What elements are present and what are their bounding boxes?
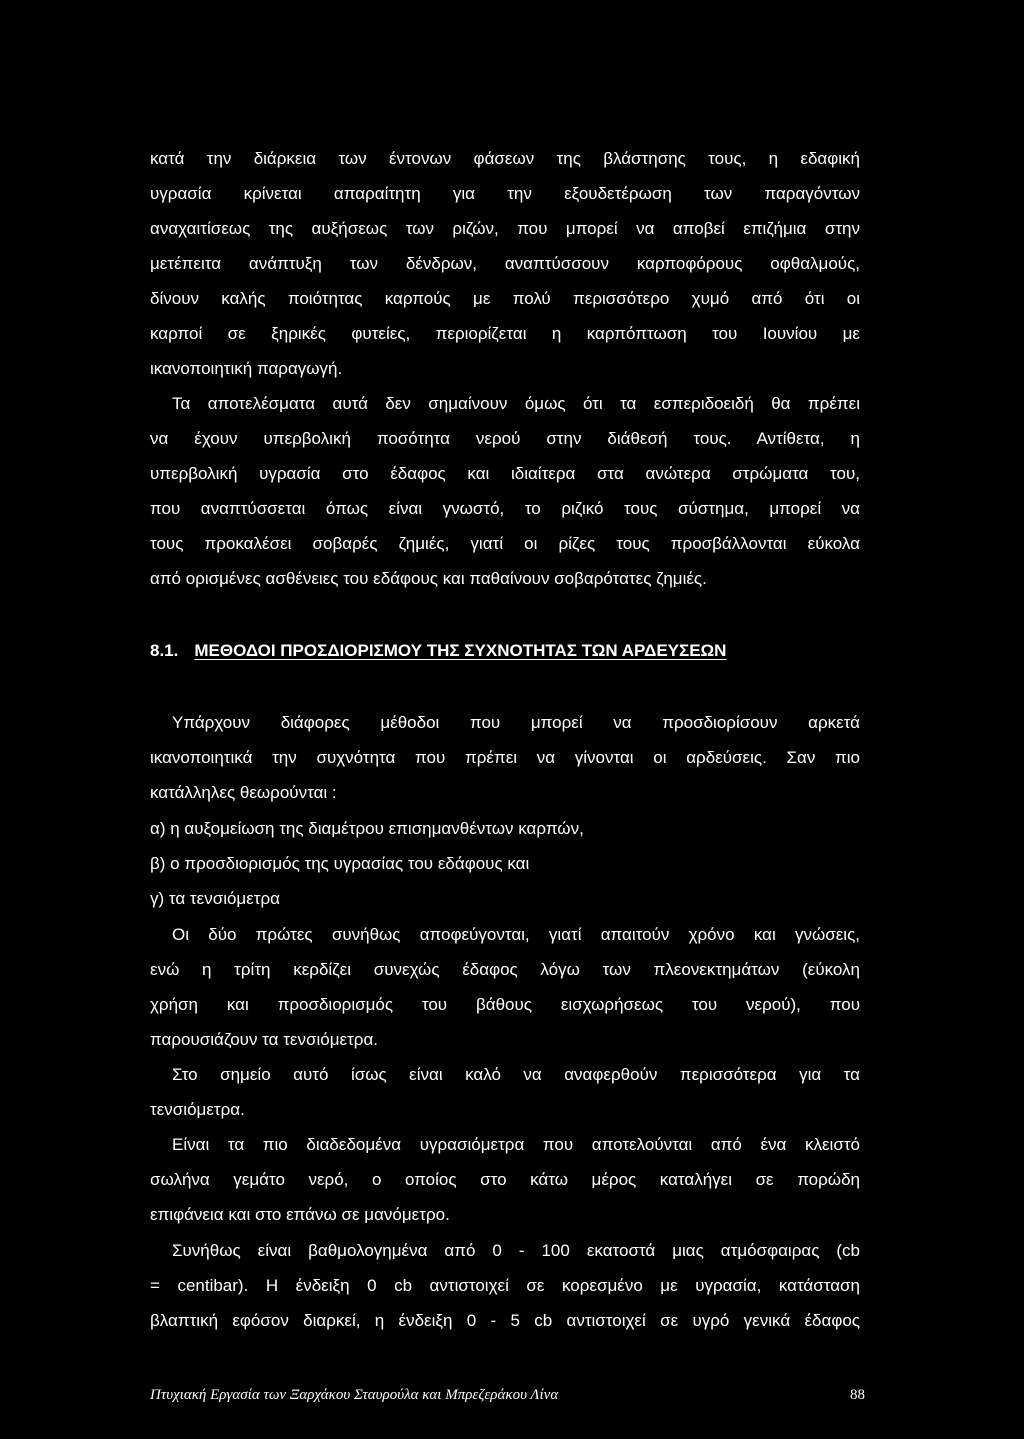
text-line: = centibar). Η ένδειξη 0 cb αντιστοιχεί σε κορεσμένο με υγρασία, κατάσταση	[150, 1276, 860, 1295]
list-item: β) ο προσδιορισμός της υγρασίας του εδάφους και	[150, 854, 530, 873]
section-number: 8.1.	[150, 641, 179, 660]
text-line: να έχουν υπερβολική ποσότητα νερού στην διάθεσή τους. Αντίθετα, η	[150, 429, 860, 448]
text-line: Οι δύο πρώτες συνήθως αποφεύγονται, γιατί απαιτούν χρόνο και γνώσεις,	[172, 925, 860, 944]
text-line: Είναι τα πιο διαδεδομένα υγρασιόμετρα που αποτελούνται από ένα κλειστό	[172, 1135, 860, 1154]
text-line: χρήση και προσδιορισμός του βάθους εισχωρήσεως του νερού), που	[150, 995, 860, 1014]
list-item: α) η αυξομείωση της διαμέτρου επισημανθέντων καρπών,	[150, 819, 584, 838]
text-line: καρποί σε ξηρικές φυτείες, περιορίζεται η καρπόπτωση του Ιουνίου με	[150, 324, 860, 343]
list-item: γ) τα τενσιόμετρα	[150, 889, 281, 908]
text-line: μετέπειτα ανάπτυξη των δένδρων, αναπτύσσουν καρποφόρους οφθαλμούς,	[150, 254, 860, 273]
text-line: υγρασία κρίνεται απαραίτητη για την εξουδετέρωση των παραγόντων	[150, 184, 860, 203]
page-number: 88	[850, 1387, 865, 1403]
text-line: υπερβολική υγρασία στο έδαφος και ιδιαίτερα στα ανώτερα στρώματα του,	[150, 464, 860, 483]
text-line: Συνήθως είναι βαθμολογημένα από 0 - 100 εκατοστά μιας ατμόσφαιρας (cb	[172, 1241, 860, 1260]
text-line: κατά την διάρκεια των έντονων φάσεων της βλάστησης τους, η εδαφική	[150, 149, 860, 168]
section-heading	[150, 640, 726, 662]
text-line: αναχαιτίσεως της αυξήσεως των ριζών, που μπορεί να αποβεί επιζήμια στην	[150, 219, 860, 238]
text-line: ικανοποιητική παραγωγή.	[150, 359, 343, 378]
text-line: τους προκαλέσει σοβαρές ζημιές, γιατί οι ρίζες τους προσβάλλονται εύκολα	[150, 534, 860, 553]
text-line: ικανοποιητικά την συχνότητα που πρέπει να γίνονται οι αρδεύσεις. Σαν πιο	[150, 748, 860, 767]
text-line: παρουσιάζουν τα τενσιόμετρα.	[150, 1030, 379, 1049]
footer-text: Πτυχιακή Εργασία των Ξαρχάκου Σταυρούλα και Μπρεζεράκου Λίνα	[150, 1387, 559, 1403]
text-line: Στο σημείο αυτό ίσως είναι καλό να αναφερθούν περισσότερα για τα	[172, 1065, 860, 1084]
page-footer	[150, 1385, 865, 1405]
text-line: βλαπτική εφόσον διαρκεί, η ένδειξη 0 - 5 cb αντιστοιχεί σε υγρό γενικά έδαφος	[150, 1311, 860, 1330]
text-line: δίνουν καλής ποιότητας καρπούς με πολύ περισσότερο χυμό από ότι οι	[150, 289, 860, 308]
text-line: που αναπτύσσεται όπως είναι γνωστό, το ριζικό τους σύστημα, μπορεί να	[150, 499, 860, 518]
text-line: Υπάρχουν διάφορες μέθοδοι που μπορεί να προσδιορίσουν αρκετά	[172, 713, 860, 732]
text-line: σωλήνα γεμάτο νερό, ο οποίος στο κάτω μέρος καταλήγει σε πορώδη	[150, 1170, 860, 1189]
text-line: τενσιόμετρα.	[150, 1100, 245, 1119]
text-line: ενώ η τρίτη κερδίζει συνεχώς έδαφος λόγω των πλεονεκτημάτων (εύκολη	[150, 960, 860, 979]
text-line: κατάλληλες θεωρούνται :	[150, 783, 337, 802]
section-title: ΜΕΘΟΔΟΙ ΠΡΟΣΔΙΟΡΙΣΜΟΥ ΤΗΣ ΣΥΧΝΟΤΗΤΑΣ ΤΩΝ ΑΡΔΕΥΣΕΩΝ	[194, 641, 727, 660]
text-line: από ορισμένες ασθένειες του εδάφους και παθαίνουν σοβαρότατες ζημιές.	[150, 569, 707, 588]
text-line: Τα αποτελέσματα αυτά δεν σημαίνουν όμως ότι τα εσπεριδοειδή θα πρέπει	[172, 394, 860, 413]
text-line: επιφάνεια και στο επάνω σε μανόμετρο.	[150, 1205, 450, 1224]
